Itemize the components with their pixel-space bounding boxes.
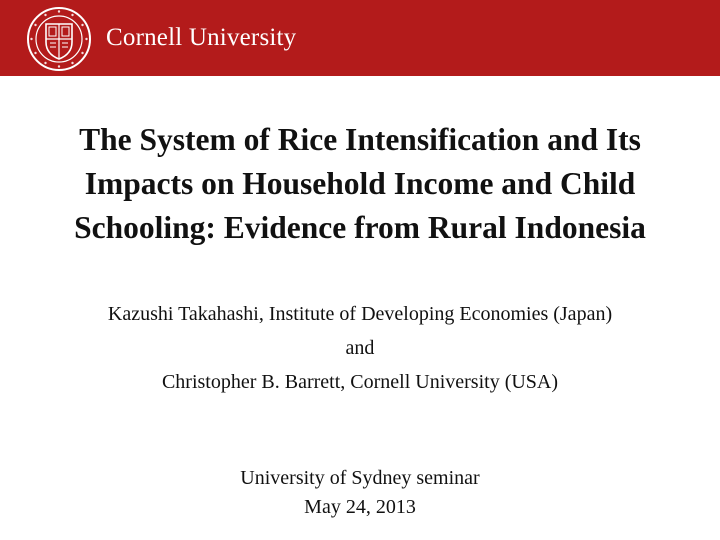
title-line: The System of Rice Intensification and Its — [79, 122, 641, 157]
university-wordmark: Cornell University — [106, 24, 297, 51]
cornell-seal-icon — [26, 6, 92, 72]
venue-date: May 24, 2013 — [304, 496, 416, 518]
header-bar — [0, 0, 720, 76]
author-second: Christopher B. Barrett, Cornell University (USA) — [161, 371, 559, 393]
venue-event: University of Sydney seminar — [240, 467, 480, 489]
author-block — [20, 297, 700, 399]
slide-title — [20, 118, 700, 250]
title-line: Schooling: Evidence from Rural Indonesia — [74, 210, 646, 245]
author-conjunction: and — [345, 337, 375, 359]
author-first: Kazushi Takahashi, Institute of Developing Economies (Japan) — [107, 303, 613, 325]
title-line: Impacts on Household Income and Child — [84, 166, 636, 201]
venue-block — [20, 464, 700, 522]
